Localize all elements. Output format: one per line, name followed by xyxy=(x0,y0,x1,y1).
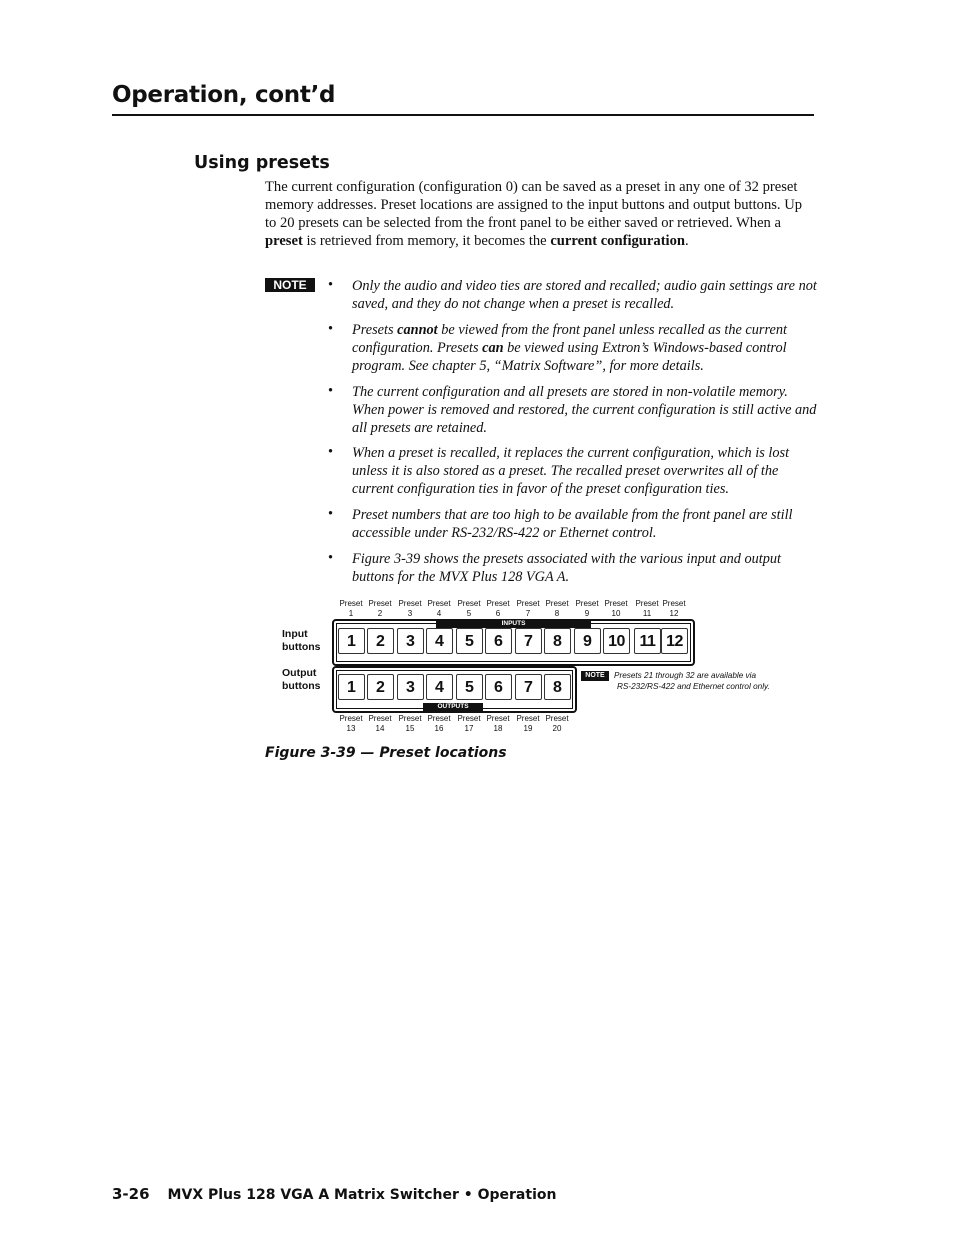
preset-number: 16 xyxy=(434,723,444,733)
preset-number: 4 xyxy=(436,608,442,618)
preset-word: Preset xyxy=(575,599,599,608)
preset-number: 3 xyxy=(407,608,413,618)
preset-word: Preset xyxy=(368,599,392,608)
preset-number: 11 xyxy=(642,608,652,618)
output-button-3[interactable]: 3 xyxy=(397,674,424,700)
preset-number: 5 xyxy=(466,608,472,618)
preset-number: 15 xyxy=(405,723,415,733)
preset-number: 14 xyxy=(375,723,385,733)
preset-locations-figure xyxy=(276,592,796,742)
preset-number: 6 xyxy=(495,608,501,618)
output-button-2[interactable]: 2 xyxy=(367,674,394,700)
preset-word: Preset xyxy=(339,599,363,608)
preset-word: Preset xyxy=(545,714,569,723)
preset-number: 20 xyxy=(552,723,562,733)
preset-word: Preset xyxy=(457,599,481,608)
bullet-marker: • xyxy=(328,321,334,337)
preset-number: 19 xyxy=(523,723,533,733)
figure-note-badge: NOTE xyxy=(581,671,609,681)
page-number: 3-26 xyxy=(112,1185,150,1203)
input-buttons-label: Input buttons xyxy=(282,628,321,653)
preset-word: Preset xyxy=(457,714,481,723)
preset-number: 7 xyxy=(525,608,531,618)
preset-word: Preset xyxy=(662,599,686,608)
preset-word: Preset xyxy=(516,599,540,608)
preset-word: Preset xyxy=(368,714,392,723)
preset-number: 12 xyxy=(669,608,679,618)
output-button-6[interactable]: 6 xyxy=(485,674,512,700)
input-button-2[interactable]: 2 xyxy=(367,628,394,654)
preset-label-12 xyxy=(654,599,694,618)
section-heading: Using presets xyxy=(194,153,330,173)
preset-word: Preset xyxy=(339,714,363,723)
preset-word: Preset xyxy=(604,599,628,608)
bullet-marker: • xyxy=(328,506,334,522)
preset-word: Preset xyxy=(486,714,510,723)
bullet-marker: • xyxy=(328,444,334,460)
inputs-label-bar: INPUTS xyxy=(436,620,591,628)
input-button-11[interactable]: 11 xyxy=(634,628,661,654)
note-badge: NOTE xyxy=(265,278,315,292)
footer-text: MVX Plus 128 VGA A Matrix Switcher • Operation xyxy=(167,1187,557,1203)
outputs-label-bar: OUTPUTS xyxy=(423,703,483,711)
preset-label-20 xyxy=(537,714,577,733)
preset-word: Preset xyxy=(516,714,540,723)
bullet-marker: • xyxy=(328,277,334,293)
outputs-panel xyxy=(332,666,577,713)
figure-note-text: Presets 21 through 32 are available via RS-232/RS-422 and Ethernet control only. xyxy=(614,671,770,691)
input-button-6[interactable]: 6 xyxy=(485,628,512,654)
preset-word: Preset xyxy=(427,714,451,723)
output-button-7[interactable]: 7 xyxy=(515,674,542,700)
note-bullet-1: Only the audio and video ties are stored and recalled; audio gain settings are not saved, and they do not change when a preset is recalled. xyxy=(352,278,817,312)
preset-number: 17 xyxy=(464,723,474,733)
input-button-12[interactable]: 12 xyxy=(661,628,688,654)
preset-number: 13 xyxy=(346,723,356,733)
note-bullet-3: The current configuration and all presets are stored in non-volatile memory. When power is removed and restored, the current configuration is still active and all presets are retained. xyxy=(352,384,817,436)
input-button-3[interactable]: 3 xyxy=(397,628,424,654)
preset-word: Preset xyxy=(398,714,422,723)
page-footer xyxy=(112,1185,556,1203)
bullet-marker: • xyxy=(328,383,334,399)
note-bullet-5: Preset numbers that are too high to be available from the front panel are still accessible under RS-232/RS-422 or Ethernet control. xyxy=(352,507,793,541)
preset-word: Preset xyxy=(545,599,569,608)
note-bullet-6: Figure 3-39 shows the presets associated with the various input and output buttons for the MVX Plus 128 VGA A. xyxy=(352,551,782,585)
preset-word: Preset xyxy=(427,599,451,608)
inputs-panel xyxy=(332,619,695,666)
output-button-4[interactable]: 4 xyxy=(426,674,453,700)
preset-word: Preset xyxy=(398,599,422,608)
preset-number: 1 xyxy=(348,608,354,618)
input-button-4[interactable]: 4 xyxy=(426,628,453,654)
input-button-7[interactable]: 7 xyxy=(515,628,542,654)
page-title: Operation, cont’d xyxy=(112,82,336,108)
bullet-marker: • xyxy=(328,550,334,566)
preset-word: Preset xyxy=(635,599,659,608)
input-button-1[interactable]: 1 xyxy=(338,628,365,654)
output-buttons-label: Output buttons xyxy=(282,667,321,692)
output-button-8[interactable]: 8 xyxy=(544,674,571,700)
preset-number: 18 xyxy=(493,723,503,733)
input-button-9[interactable]: 9 xyxy=(574,628,601,654)
preset-number: 2 xyxy=(377,608,383,618)
output-button-5[interactable]: 5 xyxy=(456,674,483,700)
input-button-8[interactable]: 8 xyxy=(544,628,571,654)
intro-paragraph: The current configuration (configuration 0) can be saved as a preset in any one of 32 preset memory addresses. Preset locations are assigned to the input buttons and output buttons. Up to 20 presets can be selected from the front panel to be either saved or retrieved. When a preset is retrieved from memory, it becomes the current configuration. xyxy=(265,179,803,249)
note-bullet-4: When a preset is recalled, it replaces the current configuration, which is lost unless it is also stored as a preset. The recalled preset overwrites all of the current configuration ties in favor of the preset configuration ties. xyxy=(352,445,790,497)
preset-number: 10 xyxy=(611,608,621,618)
input-button-5[interactable]: 5 xyxy=(456,628,483,654)
preset-number: 8 xyxy=(554,608,560,618)
preset-number: 9 xyxy=(584,608,590,618)
title-rule xyxy=(112,114,814,116)
preset-word: Preset xyxy=(486,599,510,608)
figure-caption: Figure 3-39 — Preset locations xyxy=(265,745,507,761)
input-button-10[interactable]: 10 xyxy=(603,628,630,654)
note-bullet-2: Presets cannot be viewed from the front panel unless recalled as the current configuration. Presets can be viewed using Extron’s Windows-based control program. See chapter 5, “Matrix Software”, for more details. xyxy=(352,322,787,374)
output-button-1[interactable]: 1 xyxy=(338,674,365,700)
